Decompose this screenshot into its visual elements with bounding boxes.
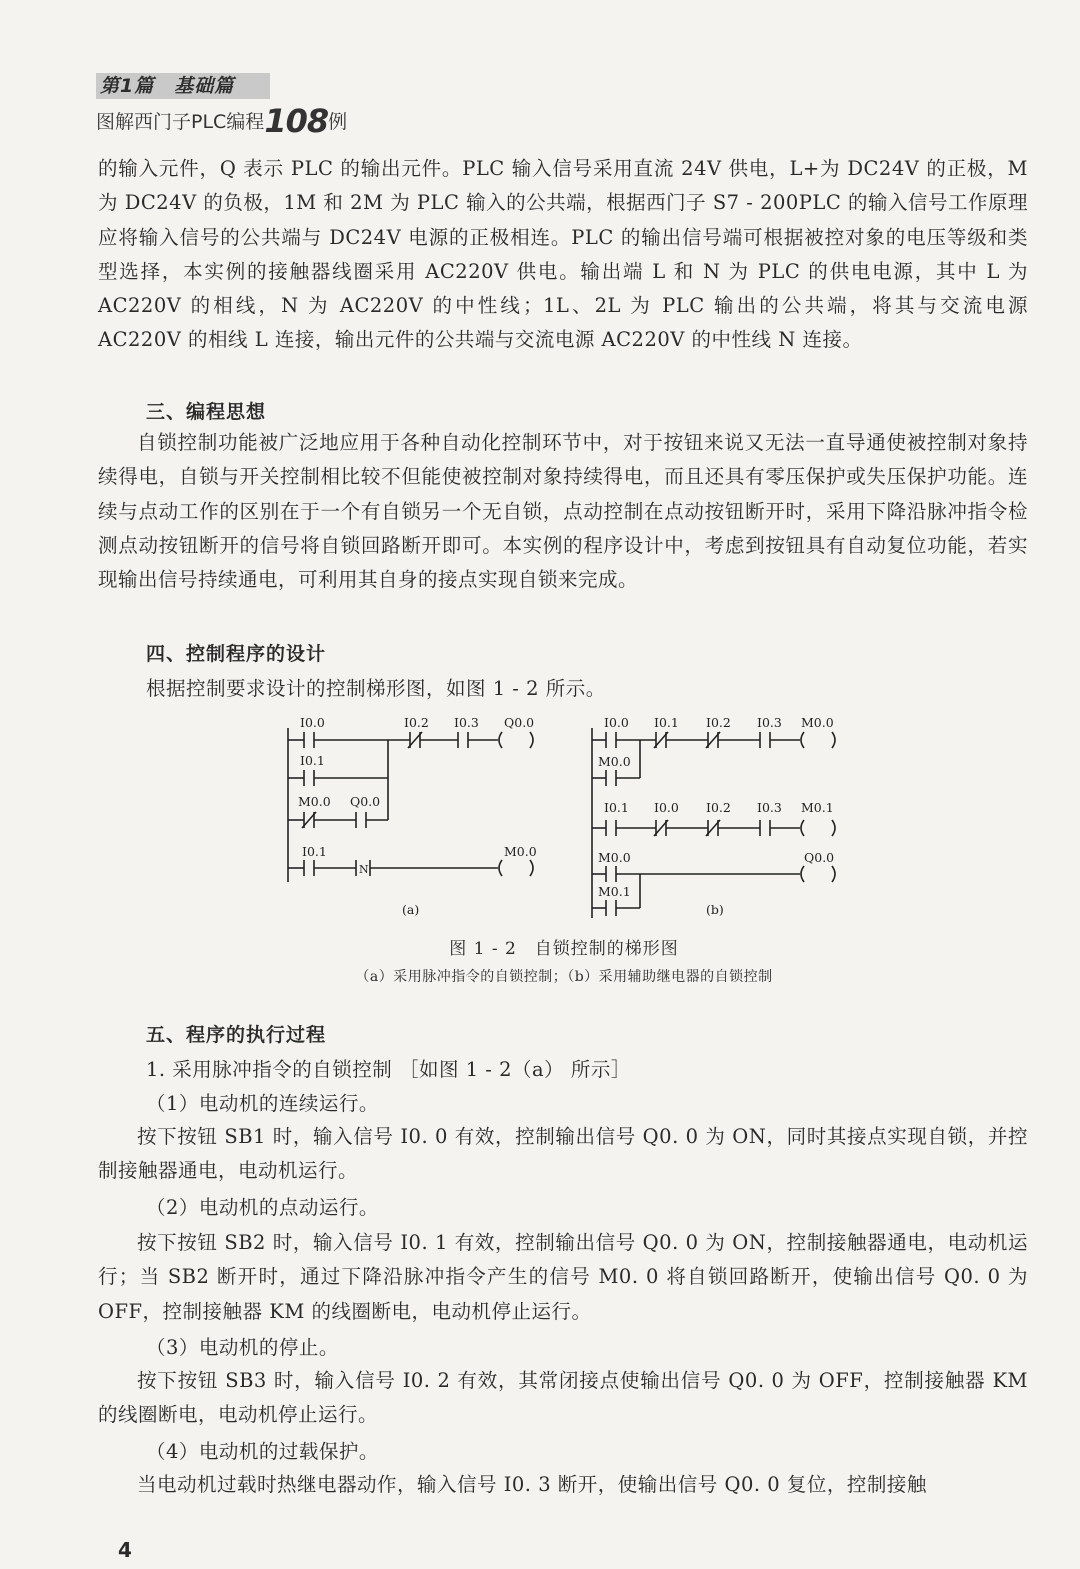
section5-sub1-title: 1. 采用脉冲指令的自锁控制 ［如图 1 - 2（a） 所示］	[146, 1058, 631, 1081]
a-r1-c1-label: I0.0	[300, 715, 325, 730]
a-r1-c2-label: I0.2	[404, 715, 429, 730]
b-r1-c3-label: I0.2	[706, 715, 731, 730]
a-branch2-label: M0.0	[298, 794, 331, 809]
a-r1-c3-label: I0.3	[454, 715, 479, 730]
b-r2-c2-label: I0.0	[654, 800, 679, 815]
book-title-number: 108	[264, 102, 329, 140]
b-r1-c4-label: I0.3	[757, 715, 782, 730]
item3-title: （3）电动机的停止。	[146, 1336, 339, 1359]
item2-title: （2）电动机的点动运行。	[146, 1196, 379, 1219]
a-branch1-label: I0.1	[300, 753, 325, 768]
item4-title: （4）电动机的过载保护。	[146, 1440, 379, 1463]
item1-text: 按下按钮 SB1 时，输入信号 I0. 0 有效，控制输出信号 Q0. 0 为 ON，同时其接点实现自锁，并控制接触器通电，电动机运行。	[98, 1125, 1028, 1183]
page-number: 4	[118, 1538, 132, 1562]
a-r1-coil-label: Q0.0	[504, 715, 535, 730]
item2-text: 按下按钮 SB2 时，输入信号 I0. 1 有效，控制输出信号 Q0. 0 为 ON，控制接触器通电，电动机运行；当 SB2 断开时，通过下降沿脉冲指令产生的信号 M0. 0 将自锁回路断开，使输出信号 Q0. 0 为 OFF，控制接触器 KM 的线圈断电，电动机停止运行。	[98, 1231, 1028, 1323]
b-label: (b)	[706, 902, 724, 917]
book-title-prefix: 图解西门子PLC编程	[96, 111, 265, 133]
a-r2-func-label: N	[359, 863, 369, 876]
b-r1-coil-label: M0.0	[801, 715, 834, 730]
b-r1-c2-label: I0.1	[654, 715, 679, 730]
item1-title: （1）电动机的连续运行。	[146, 1092, 379, 1115]
section3-heading: 三、编程思想	[146, 401, 267, 423]
section-tag: 第1篇 基础篇	[96, 73, 270, 99]
book-title-suffix: 例	[328, 111, 348, 133]
figure-caption: 图 1 - 2 自锁控制的梯形图	[449, 939, 679, 959]
item4-text: 当电动机过载时热继电器动作，输入信号 I0. 3 断开，使输出信号 Q0. 0 复位，控制接触	[137, 1473, 927, 1496]
b-r3-c1-label: M0.0	[598, 850, 631, 865]
b-r2-c1-label: I0.1	[604, 800, 629, 815]
section3-paragraph: 自锁控制功能被广泛地应用于各种自动化控制环节中，对于按钮来说又无法一直导通使被控制对象持续得电，自锁与开关控制相比较不但能使被控制对象持续得电，而且还具有零压保护或失压保护功能。连续与点动工作的区别在于一个有自锁另一个无自锁，点动控制在点动按钮断开时，采用下降沿脉冲指令检测点动按钮断开的信号将自锁回路断开即可。本实例的程序设计中，考虑到按钮具有自动复位功能，若实现输出信号持续通电，可利用其自身的接点实现自锁来完成。	[98, 431, 1028, 592]
item3-text: 按下按钮 SB3 时，输入信号 I0. 2 有效，其常闭接点使输出信号 Q0. 0 为 OFF，控制接触器 KM 的线圈断电，电动机停止运行。	[98, 1369, 1028, 1427]
b-r3-coil-label: Q0.0	[804, 850, 835, 865]
b-r2-c3-label: I0.2	[706, 800, 731, 815]
b-r1-c1-label: I0.0	[604, 715, 629, 730]
section4-intro: 根据控制要求设计的控制梯形图，如图 1 - 2 所示。	[146, 677, 606, 700]
a-label: (a)	[402, 902, 420, 917]
b-r2-c4-label: I0.3	[757, 800, 782, 815]
section5-heading: 五、程序的执行过程	[146, 1024, 327, 1046]
a-r2-c1-label: I0.1	[302, 844, 327, 859]
a-branch3-label: Q0.0	[350, 794, 381, 809]
a-r2-coil-label: M0.0	[504, 844, 537, 859]
b-r2-coil-label: M0.1	[801, 800, 834, 815]
intro-paragraph: 的输入元件，Q 表示 PLC 的输出元件。PLC 输入信号采用直流 24V 供电，L+为 DC24V 的正极，M 为 DC24V 的负极，1M 和 2M 为 PLC 输入的公共端，根据西门子 S7 - 200PLC 的输入信号工作原理应将输入信号的公共端与 DC24V 电源的正极相连。PLC 的输出信号端可根据被控对象的电压等级和类型选择，本实例的接触器线圈采用 AC220V 供电。输出端 L 和 N 为 PLC 的供电电源，其中 L 为 AC220V 的相线，N 为 AC220V 的中性线；1L、2L 为 PLC 输出的公共端，将其与交流电源 AC220V 的相线 L 连接，输出元件的公共端与交流电源 AC220V 的中性线 N 连接。	[98, 157, 1028, 352]
b-branch3-label: M0.1	[598, 884, 631, 899]
section4-heading: 四、控制程序的设计	[146, 643, 327, 665]
b-branch1-label: M0.0	[598, 754, 631, 769]
figure-subcaption: （a）采用脉冲指令的自锁控制；（b）采用辅助继电器的自锁控制	[355, 969, 773, 985]
